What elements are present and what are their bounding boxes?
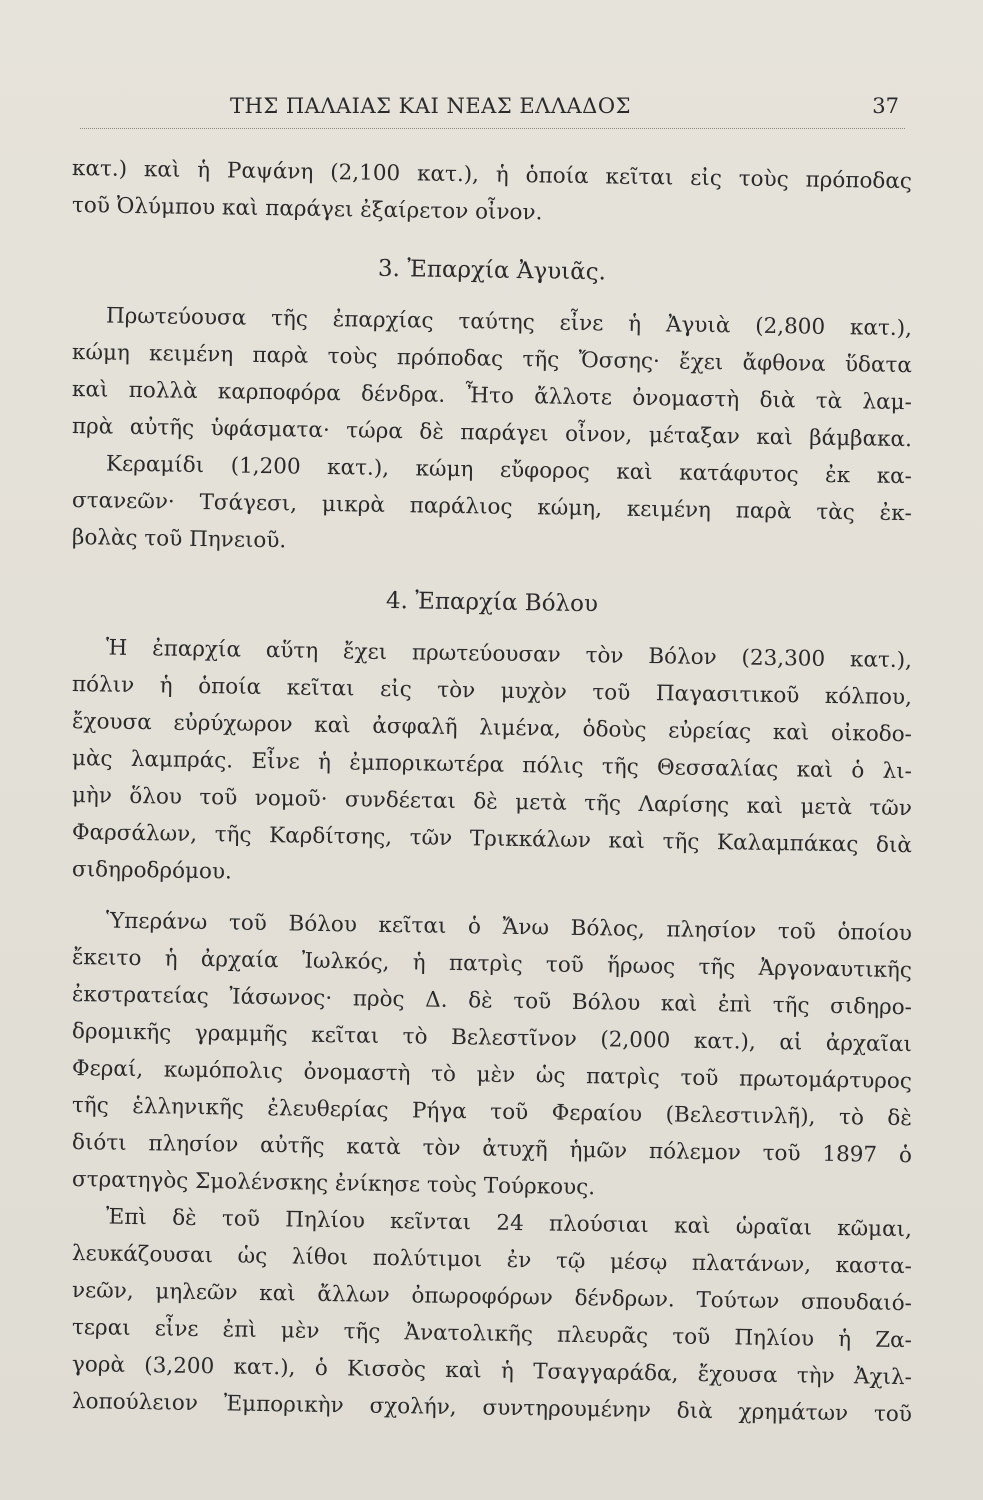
header-title: ΤΗΣ ΠΑΛΑΙΑΣ ΚΑΙ ΝΕΑΣ ΕΛΛΑΔΟΣ [230, 94, 631, 118]
text-line: βολὰς τοῦ Πηνειοῦ. [71, 525, 287, 554]
running-header [80, 88, 905, 129]
text-line: πόλιν ἡ ὁποία κεῖται εἰς τὸν μυχὸν τοῦ Παγασιτικοῦ κόλπου, [71, 672, 913, 711]
text-line: λοπούλειον Ἐμπορικὴν σχολήν, συντηρουμένην διὰ χρημάτων τοῦ [71, 1389, 913, 1428]
page-body [71, 150, 913, 1428]
text-line: στανεῶν· Τσάγεσι, μικρὰ παράλιος κώμη, κειμένη παρὰ τὰς ἐκ- [71, 488, 913, 527]
page-number: 37 [872, 94, 899, 118]
text-line: τοῦ Ὀλύμπου καὶ παράγει ἐξαίρετον οἶνον. [71, 193, 543, 226]
text-line: Ὑπεράνω τοῦ Βόλου κεῖται ὁ Ἄνω Βόλος, πλησίον τοῦ ὁποίου [105, 908, 913, 947]
text-line: κώμη κειμένη παρὰ τοὺς πρόποδας τῆς Ὄσσης· ἔχει ἄφθονα ὕδατα [71, 340, 913, 379]
text-line: ἔχουσα εὐρύχωρον καὶ ἀσφαλῆ λιμένα, ὁδοὺς εὐρείας καὶ οἰκοδο- [71, 709, 913, 748]
text-line: Φαρσάλων, τῆς Καρδίτσης, τῶν Τρικκάλων καὶ τῆς Καλαμπάκας διὰ [71, 820, 913, 859]
text-line: γορὰ (3,200 κατ.), ὁ Κισσὸς καὶ ἡ Τσαγγαράδα, ἔχουσα τὴν Ἀχιλ- [71, 1352, 913, 1391]
text-line: μὰς λαμπράς. Εἶνε ἡ ἐμπορικωτέρα πόλις τῆς Θεσσαλίας καὶ ὁ λι- [71, 746, 913, 785]
text-line: τῆς ἑλληνικῆς ἐλευθερίας Ρήγα τοῦ Φεραίου (Βελεστινλῆ), τὸ δὲ [71, 1093, 913, 1132]
text-line: σιδηροδρόμου. [71, 857, 233, 885]
section-heading-volos: 4. Ἐπαρχία Βόλου [385, 587, 599, 618]
text-line: κατ.) καὶ ἡ Ραψάνη (2,100 κατ.), ἡ ὁποία κεῖται εἰς τοὺς πρόποδας [71, 156, 913, 195]
text-line: Φεραί, κωμόπολις ὀνομαστὴ τὸ μὲν ὡς πατρὶς τοῦ πρωτομάρτυρος [71, 1056, 913, 1095]
text-line: καὶ πολλὰ καρποφόρα δένδρα. Ἦτο ἄλλοτε ὀνομαστὴ διὰ τὰ λαμ- [71, 377, 913, 416]
text-line: διότι πλησίον αὐτῆς κατὰ τὸν ἀτυχῆ ἡμῶν πόλεμον τοῦ 1897 ὁ [71, 1130, 913, 1169]
text-line: Πρωτεύουσα τῆς ἐπαρχίας ταύτης εἶνε ἡ Ἀγυιὰ (2,800 κατ.), [105, 303, 913, 342]
text-line: ἐκστρατείας Ἰάσωνος· πρὸς Δ. δὲ τοῦ Βόλου καὶ ἐπὶ τῆς σιδηρο- [71, 982, 913, 1021]
text-line: δρομικῆς γραμμῆς κεῖται τὸ Βελεστῖνον (2,000 κατ.), αἱ ἀρχαῖαι [71, 1019, 913, 1058]
text-line: Ἡ ἐπαρχία αὕτη ἔχει πρωτεύουσαν τὸν Βόλον (23,300 κατ.), [105, 635, 913, 674]
text-line: Ἐπὶ δὲ τοῦ Πηλίου κεῖνται 24 πλούσιαι καὶ ὡραῖαι κῶμαι, [105, 1204, 913, 1243]
text-line: πρὰ αὐτῆς ὑφάσματα· τώρα δὲ παράγει οἶνον, μέταξαν καὶ βάμβακα. [71, 414, 913, 453]
text-line: Κεραμίδι (1,200 κατ.), κώμη εὔφορος καὶ κατάφυτος ἐκ κα- [105, 451, 913, 490]
text-line: τεραι εἶνε ἐπὶ μὲν τῆς Ἀνατολικῆς πλευρᾶς τοῦ Πηλίου ἡ Ζα- [71, 1315, 913, 1354]
text-line: νεῶν, μηλεῶν καὶ ἄλλων ὀπωροφόρων δένδρων. Τούτων σπουδαιό- [71, 1278, 913, 1317]
text-line: μὴν ὅλου τοῦ νομοῦ· συνδέεται δὲ μετὰ τῆς Λαρίσης καὶ μετὰ τῶν [71, 783, 913, 822]
section-heading-agyia: 3. Ἐπαρχία Ἀγυιᾶς. [377, 255, 607, 286]
text-line: στρατηγὸς Σμολένσκης ἐνίκησε τοὺς Τούρκους. [71, 1167, 596, 1201]
text-line: ἔκειτο ἡ ἀρχαία Ἰωλκός, ἡ πατρὶς τοῦ ἥρωος τῆς Ἀργοναυτικῆς [71, 945, 913, 984]
text-line: λευκάζουσαι ὡς λίθοι πολύτιμοι ἐν τῷ μέσῳ πλατάνων, καστα- [71, 1241, 913, 1280]
